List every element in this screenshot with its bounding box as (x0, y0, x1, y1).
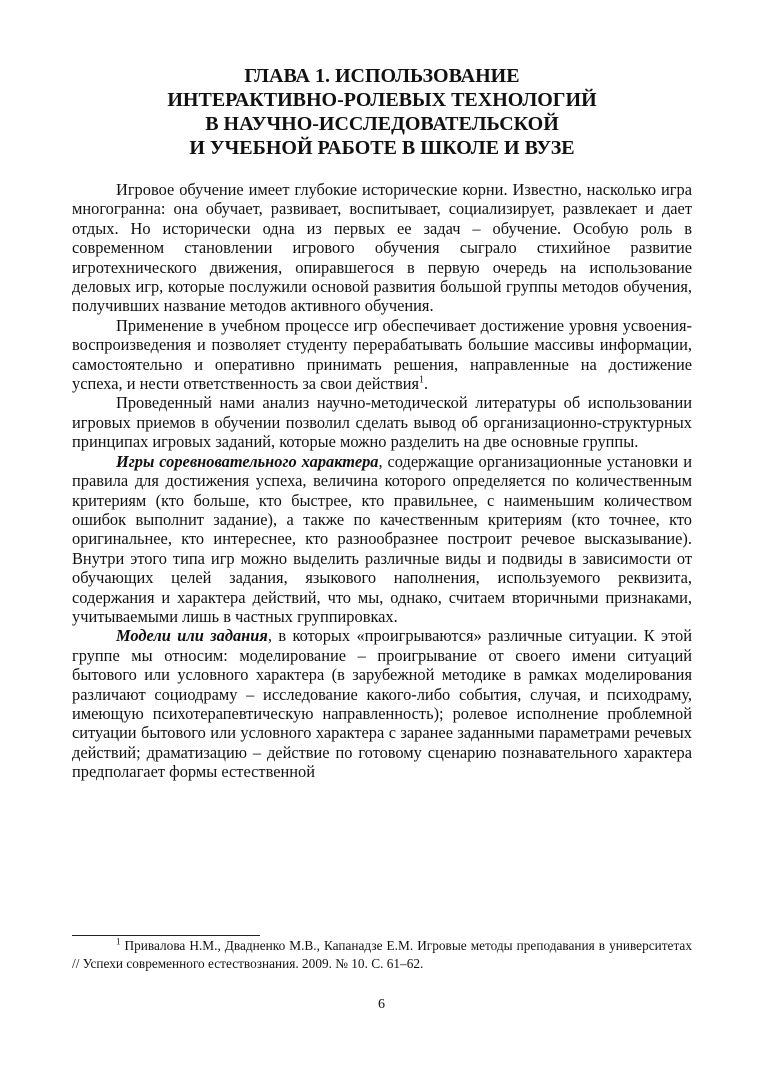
footnote-reference[interactable]: 1 (419, 374, 425, 386)
paragraph-intro (72, 180, 692, 316)
paragraph-competitive-games (72, 452, 692, 627)
footnote-text: Привалова Н.М., Двадненко М.В., Капанадзе Е.М. Игровые методы преподавания в университетах // Успехи современного естествознания. 2009. № 10. С. 61–62. (72, 938, 692, 971)
body-text (72, 180, 692, 782)
chapter-title-line: ИНТЕРАКТИВНО-РОЛЕВЫХ ТЕХНОЛОГИЙ (167, 89, 597, 111)
paragraph-lead-term: Игры соревновательного характера (116, 451, 379, 471)
paragraph-lead-term: Модели или задания (116, 626, 268, 646)
footnote (72, 937, 692, 973)
chapter-title-line: ГЛАВА 1. ИСПОЛЬЗОВАНИЕ (244, 65, 520, 87)
paragraph-text: Игровое обучение имеет глубокие исторические корни. Известно, насколько игра многогранна: она обучает, развивает, воспитывает, социализирует, развлекает и дает отдых. Но исторически одна из первых ее задач – обучение. Особую роль в современном становлении игрового обучения сыграло стихийное развитие игротехнического движения, опиравшегося в первую очередь на использование деловых игр, которые послужили основой развития большой группы методов обучения, получивших название методов активного обучения. (72, 180, 692, 316)
chapter-title-line: И УЧЕБНОЙ РАБОТЕ В ШКОЛЕ И ВУЗЕ (189, 137, 575, 159)
paragraph-text: , содержащие организационные установки и правила для достижения успеха, величина которого определяется по количественным критериям (кто больше, кто быстрее, кто правильнее, с наименьшим количеством ошибок выполнит задание), а также по качественным критериям (кто точнее, кто оригинальнее, кто интереснее, кто разнообразнее построит речевое высказывание). Внутри этого типа игр можно выделить различные виды и подвиды в зависимости от обучающих целей задания, языкового наполнения, используемого реквизита, содержания и характера действий, что мы, однако, считаем вторичными признаками, учитываемыми лишь в частных группировках. (72, 451, 692, 626)
page-number: 6 (378, 997, 385, 1012)
chapter-title-line: В НАУЧНО-ИССЛЕДОВАТЕЛЬСКОЙ (205, 113, 559, 135)
paragraph-models (72, 626, 692, 781)
paragraph-text-end: . (424, 374, 429, 394)
paragraph-text: Применение в учебном процессе игр обеспечивает достижение уровня усвоения-воспроизведения и позволяет студенту перерабатывать большие массивы информации, самостоятельно и оперативно принимать решения, направленные на достижение успеха, и нести ответственность за свои действия (72, 315, 692, 394)
footnote-divider (72, 935, 260, 936)
paragraph-analysis (72, 393, 692, 451)
paragraph-application (72, 316, 692, 394)
footnote-mark: 1 (116, 936, 121, 947)
paragraph-text: Проведенный нами анализ научно-методической литературы об использовании игровых приемов в обучении позволил сделать вывод об организационно-структурных принципах игровых заданий, которые можно разделить на две основные группы. (72, 393, 692, 452)
chapter-title (72, 64, 692, 160)
page-content (72, 64, 692, 782)
paragraph-text: , в которых «проигрываются» различные ситуации. К этой группе мы относим: моделирование – проигрывание от своего имени ситуаций бытового или условного характера (в зарубежной методике в рамках моделирования различают социодраму – исследование какого-либо события, случая, и психодраму, имеющую психотерапевтическую направленность); ролевое исполнение проблемной ситуации бытового или условного характера с заранее заданными параметрами речевых действий; драматизацию – действие по готовому сценарию познавательного характера предполагает формы естественной (72, 626, 693, 782)
